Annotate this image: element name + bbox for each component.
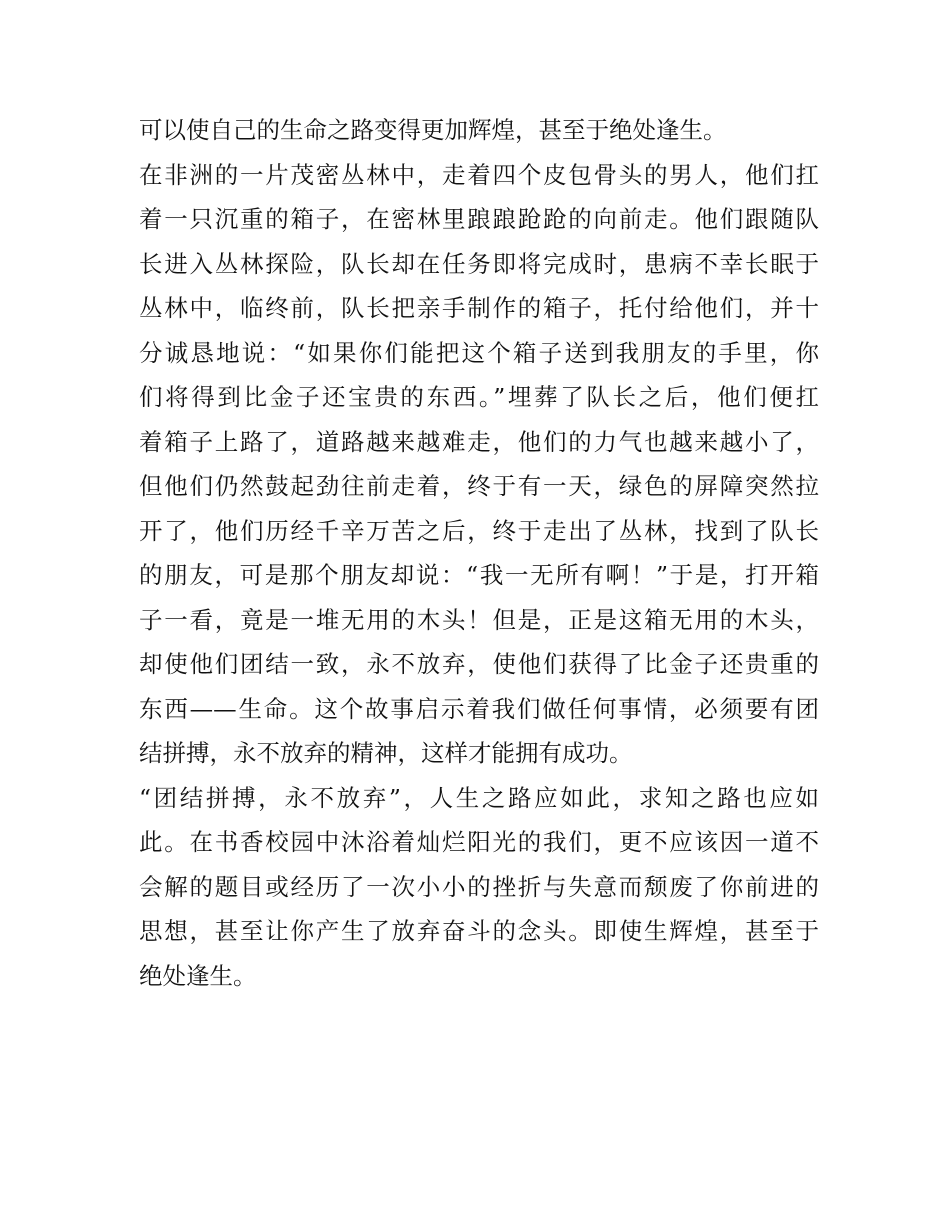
text-line: “团结拼搏，永不放弃”，人生之路应如此，求知之路也应如 [139,783,819,812]
text-line: 长进入丛林探险，队长却在任务即将完成时，患病不幸长眠于 [139,249,819,278]
body-text [139,108,819,998]
text-line: 子一看，竟是一堆无用的木头！但是，正是这箱无用的木头， [139,605,819,634]
text-line: 思想，甚至让你产生了放弃奋斗的念头。即使生辉煌，甚至于 [139,917,819,945]
text-line: 着箱子上路了，道路越来越难走，他们的力气也越来越小了， [139,427,819,456]
text-line: 此。在书香校园中沐浴着灿烂阳光的我们，更不应该因一道不 [139,828,819,856]
paragraph-3 [139,776,819,999]
text-line: 开了，他们历经千辛万苦之后，终于走出了丛林，找到了队长 [139,516,819,545]
text-line: 着一只沉重的箱子，在密林里踉踉跄跄的向前走。他们跟随队 [139,205,819,233]
text-line: 可以使自己的生命之路变得更加辉煌，甚至于绝处逢生。 [139,116,727,144]
text-line: 丛林中，临终前，队长把亲手制作的箱子，托付给他们，并十 [139,294,819,322]
text-line: 东西——生命。这个故事启示着我们做任何事情，必须要有团 [139,694,819,723]
paragraph-1 [139,108,819,153]
text-line: 的朋友，可是那个朋友却说：“我一无所有啊！”于是，打开箱 [139,561,819,589]
text-line: 结拼搏，永不放弃的精神，这样才能拥有成功。 [139,739,633,767]
text-line: 分诚恳地说：“如果你们能把这个箱子送到我朋友的手里，你 [139,338,819,367]
text-line: 却使他们团结一致，永不放弃，使他们获得了比金子还贵重的 [139,650,819,678]
text-line: 会解的题目或经历了一次小小的挫折与失意而颓废了你前进的 [139,872,819,901]
text-line: 在非洲的一片茂密丛林中，走着四个皮包骨头的男人，他们扛 [139,160,819,189]
text-line: 但他们仍然鼓起劲往前走着，终于有一天，绿色的屏障突然拉 [139,472,819,500]
text-line: 绝处逢生。 [139,961,257,990]
text-line: 们将得到比金子还宝贵的东西。”埋葬了队长之后，他们便扛 [139,383,819,411]
paragraph-2 [139,153,819,776]
